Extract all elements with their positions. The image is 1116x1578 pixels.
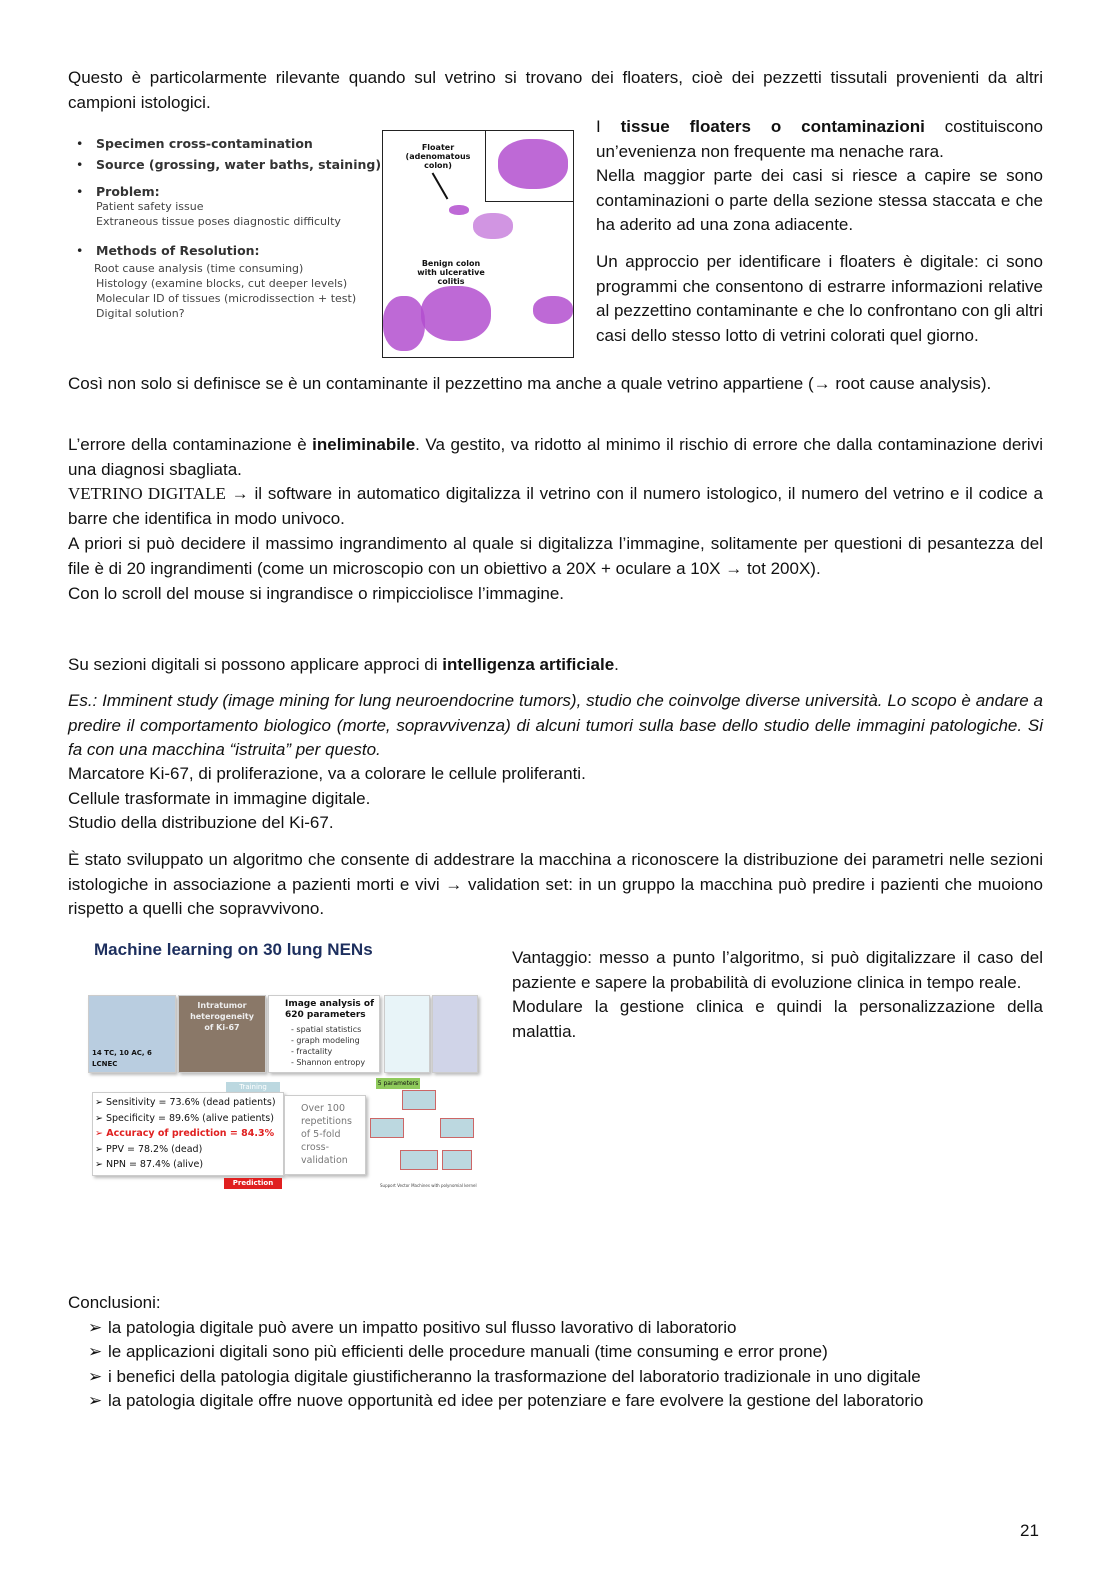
list-item: ➢ la patologia digitale può avere un impatto positivo sul flusso lavorativo di laboratorio xyxy=(88,1316,1043,1341)
analysis-title: Image analysis of 620 parameters xyxy=(285,999,375,1020)
list-item: • Source (grossing, water baths, staining) xyxy=(76,157,382,172)
validation-text: Over 100 repetitions of 5-fold cross-validation xyxy=(301,1103,352,1166)
arrow-icon xyxy=(432,173,449,200)
list-subitem: Extraneous tissue poses diagnostic difficulty xyxy=(96,215,341,228)
figure-contamination xyxy=(68,125,578,365)
svm-node xyxy=(370,1118,404,1138)
paragraph-floaters: Questo è particolarmente rilevante quando sul vetrino si trovano dei floaters, cioè dei pezzetti tissutali provenienti da altri campioni istologici. xyxy=(68,68,1043,112)
list-subitem: Histology (examine blocks, cut deeper levels) xyxy=(96,277,348,290)
list-item: ➢ le applicazioni digitali sono più efficienti delle procedure manuali (time consuming e error prone) xyxy=(88,1340,1043,1365)
list-subitem: Molecular ID of tissues (microdissection + test) xyxy=(96,292,357,305)
figure-machine-learning xyxy=(88,940,498,1192)
arrow-bullet-icon: ➢ xyxy=(88,1391,103,1411)
svm-node xyxy=(402,1090,436,1110)
paragraph-advantage: Vantaggio: messo a punto l’algoritmo, si può digitalizzare il caso del paziente e sapere la probabilità di evoluzione clinica in tempo reale. Modulare la gestione clinica e quindi la personalizzazione della malattia. xyxy=(512,948,1043,1041)
ki67-image xyxy=(178,995,266,1073)
histology-image xyxy=(382,130,574,358)
paragraph-example: Es.: Imminent study (image mining for lung neuroendocrine tumors), studio che coinvolge diverse università. Lo scopo è andare a predire il comportamento biologico (morte, sopravvivenza) di alcuni tumori sulla base dello studio delle immagini patologiche. Si fa con una macchina “istruita” per questo. xyxy=(68,691,1043,760)
paragraph-ai: Su sezioni digitali si possono applicare approci di intelligenza artificiale. xyxy=(68,655,619,674)
paragraph-error: L’errore della contaminazione è ineliminabile. Va gestito, va ridotto al minimo il rischio di errore che dalla contaminazione derivi una diagnosi sbagliata. xyxy=(68,435,1043,479)
svm-node xyxy=(440,1118,474,1138)
training-label: Training xyxy=(226,1082,280,1093)
shape-images xyxy=(384,995,430,1073)
svm-node xyxy=(400,1150,438,1170)
list-item: • Problem: xyxy=(76,184,160,199)
list-item: ➢ la patologia digitale offre nuove opportunità ed idee per potenziare e fare evolvere la gestione del laboratorio xyxy=(88,1389,1043,1414)
paragraph-digital-approach: Un approccio per identificare i floaters è digitale: ci sono programmi che consentono di estrarre informazioni relative al pezzettino contaminante e che lo confrontano con gli altri casi dello stesso lotto di vetrini colorati quel giorno. xyxy=(596,252,1043,345)
list-item: • Methods of Resolution: xyxy=(76,243,260,258)
list-subitem: Root cause analysis (time consuming) xyxy=(94,262,304,275)
conclusions-list xyxy=(68,1316,1043,1414)
list-subitem: Patient safety issue xyxy=(96,200,204,213)
svm-node xyxy=(442,1150,472,1170)
contamination-list xyxy=(68,125,381,321)
results-panel xyxy=(92,1092,284,1176)
list-subitem: Digital solution? xyxy=(96,307,185,320)
page-number: 21 xyxy=(1020,1521,1039,1540)
conclusions-heading: Conclusioni: xyxy=(68,1293,161,1312)
paragraph-root-cause: Così non solo si definisce se è un contaminante il pezzettino ma anche a quale vetrino appartiene (→ root cause analysis). xyxy=(68,374,992,393)
paragraph-algorithm: È stato sviluppato un algoritmo che consente di addestrare la macchina a riconoscere la distribuzione dei parametri nelle sezioni istologiche in associazione a pazienti morti e vivi → validation set: in un gruppo la macchina può predire i pazienti che muoiono rispetto a quelli che sopravvivono. xyxy=(68,850,1043,919)
inset-frame xyxy=(485,131,574,202)
paragraph-scroll: Con lo scroll del mouse si ingrandisce o rimpicciolisce l’immagine. xyxy=(68,584,565,603)
arrow-bullet-icon: ➢ xyxy=(88,1317,103,1337)
analysis-items: - spatial statistics - graph modeling - fractality - Shannon entropy xyxy=(291,1025,366,1067)
parameters-label: 5 parameters xyxy=(377,1080,419,1087)
arrow-bullet-icon: ➢ xyxy=(88,1342,103,1362)
list-item: ➢ i benefici della patologia digitale giustificheranno la trasformazione del laboratorio tradizionale in uno digitale xyxy=(88,1365,1043,1390)
paragraph-tissue-floaters: I tissue floaters o contaminazioni costituiscono un’evenienza non frequente ma nenache rara. Nella maggior parte dei casi si riesce a capire se sono contaminazioni o parte della sezione stessa staccata e che ha aderito ad una zona adiacente. xyxy=(596,117,1043,235)
paragraph-magnification: A priori si può decidere il massimo ingrandimento al quale si digitalizza l’immagine, solitamente per questioni di pesantezza del file è di 20 ingrandimenti (come un microscopio con un obiettivo a 20X + oculare a 10X → tot 200X). xyxy=(68,534,1043,578)
list-item: • Specimen cross-contamination xyxy=(76,136,313,151)
conclusions xyxy=(68,1291,1043,1414)
slide-thumbnail xyxy=(88,995,176,1073)
svm-caption: Support Vector Machines with polynomial kernel xyxy=(380,1183,477,1188)
formula-images xyxy=(432,995,478,1073)
floater-label: Floater (adenomatous colon) xyxy=(405,143,471,170)
paragraph-ki67: Marcatore Ki-67, di proliferazione, va a colorare le cellule proliferanti. Cellule trasformate in immagine digitale. Studio della distribuzione del Ki-67. xyxy=(68,764,586,833)
paragraph-digital-slide: VETRINO DIGITALE → il software in automatico digitalizza il vetrino con il numero istologico, il numero del vetrino e il codice a barre che identifica in modo univoco. xyxy=(68,484,1043,528)
heterogeneity-label: Intratumor heterogeneity of Ki-67 xyxy=(190,1001,254,1032)
analysis-panel xyxy=(268,995,380,1073)
validation-panel xyxy=(284,1095,366,1175)
results-list: ➢ Sensitivity = 73.6% (dead patients) ➢ Specificity = 89.6% (alive patients) ➢ Accuracy of prediction = 84.3% ➢ PPV = 78.2% (dead) ➢ NPN = 87.4% (alive) xyxy=(95,1097,276,1170)
prediction-label: Prediction xyxy=(224,1178,282,1189)
benign-label: Benign colon with ulcerative colitis xyxy=(417,259,485,286)
figure-title: Machine learning on 30 lung NENs xyxy=(94,940,373,959)
cases-label: 14 TC, 10 AC, 6 LCNEC xyxy=(92,1049,152,1068)
arrow-bullet-icon: ➢ xyxy=(88,1366,103,1386)
